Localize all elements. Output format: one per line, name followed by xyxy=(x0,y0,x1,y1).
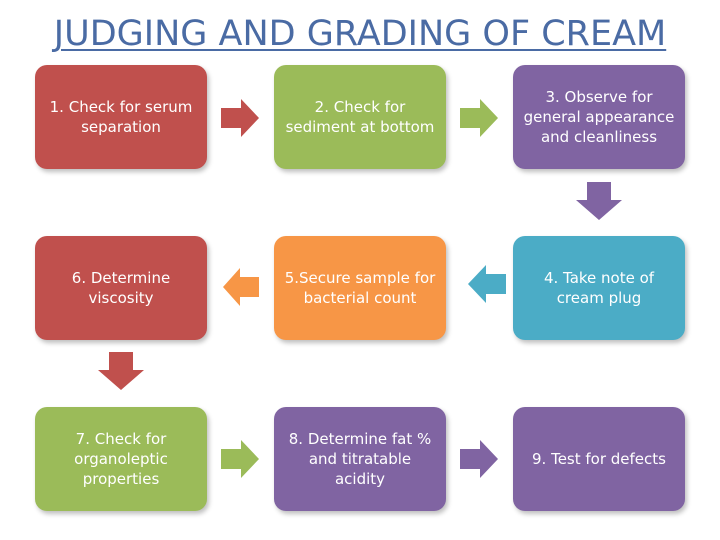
step-box-5: 5.Secure sample for bacterial count xyxy=(274,236,446,340)
page-title: JUDGING AND GRADING OF CREAM xyxy=(53,14,667,54)
arrow-right-icon xyxy=(460,99,498,137)
step-box-7: 7. Check for organoleptic properties xyxy=(35,407,207,511)
step-box-3: 3. Observe for general appearance and cleanliness xyxy=(513,65,685,169)
arrow-left-icon xyxy=(223,268,259,306)
arrow-down-icon xyxy=(98,352,144,390)
step-box-4: 4. Take note of cream plug xyxy=(513,236,685,340)
step-box-1: 1. Check for serum separation xyxy=(35,65,207,169)
arrow-right-icon xyxy=(221,440,259,478)
step-box-8: 8. Determine fat % and titratable acidity xyxy=(274,407,446,511)
step-box-9: 9. Test for defects xyxy=(513,407,685,511)
arrow-right-icon xyxy=(221,99,259,137)
step-box-6: 6. Determine viscosity xyxy=(35,236,207,340)
arrow-left-icon xyxy=(468,265,506,303)
step-box-2: 2. Check for sediment at bottom xyxy=(274,65,446,169)
arrow-right-icon xyxy=(460,440,498,478)
arrow-down-icon xyxy=(576,182,622,220)
